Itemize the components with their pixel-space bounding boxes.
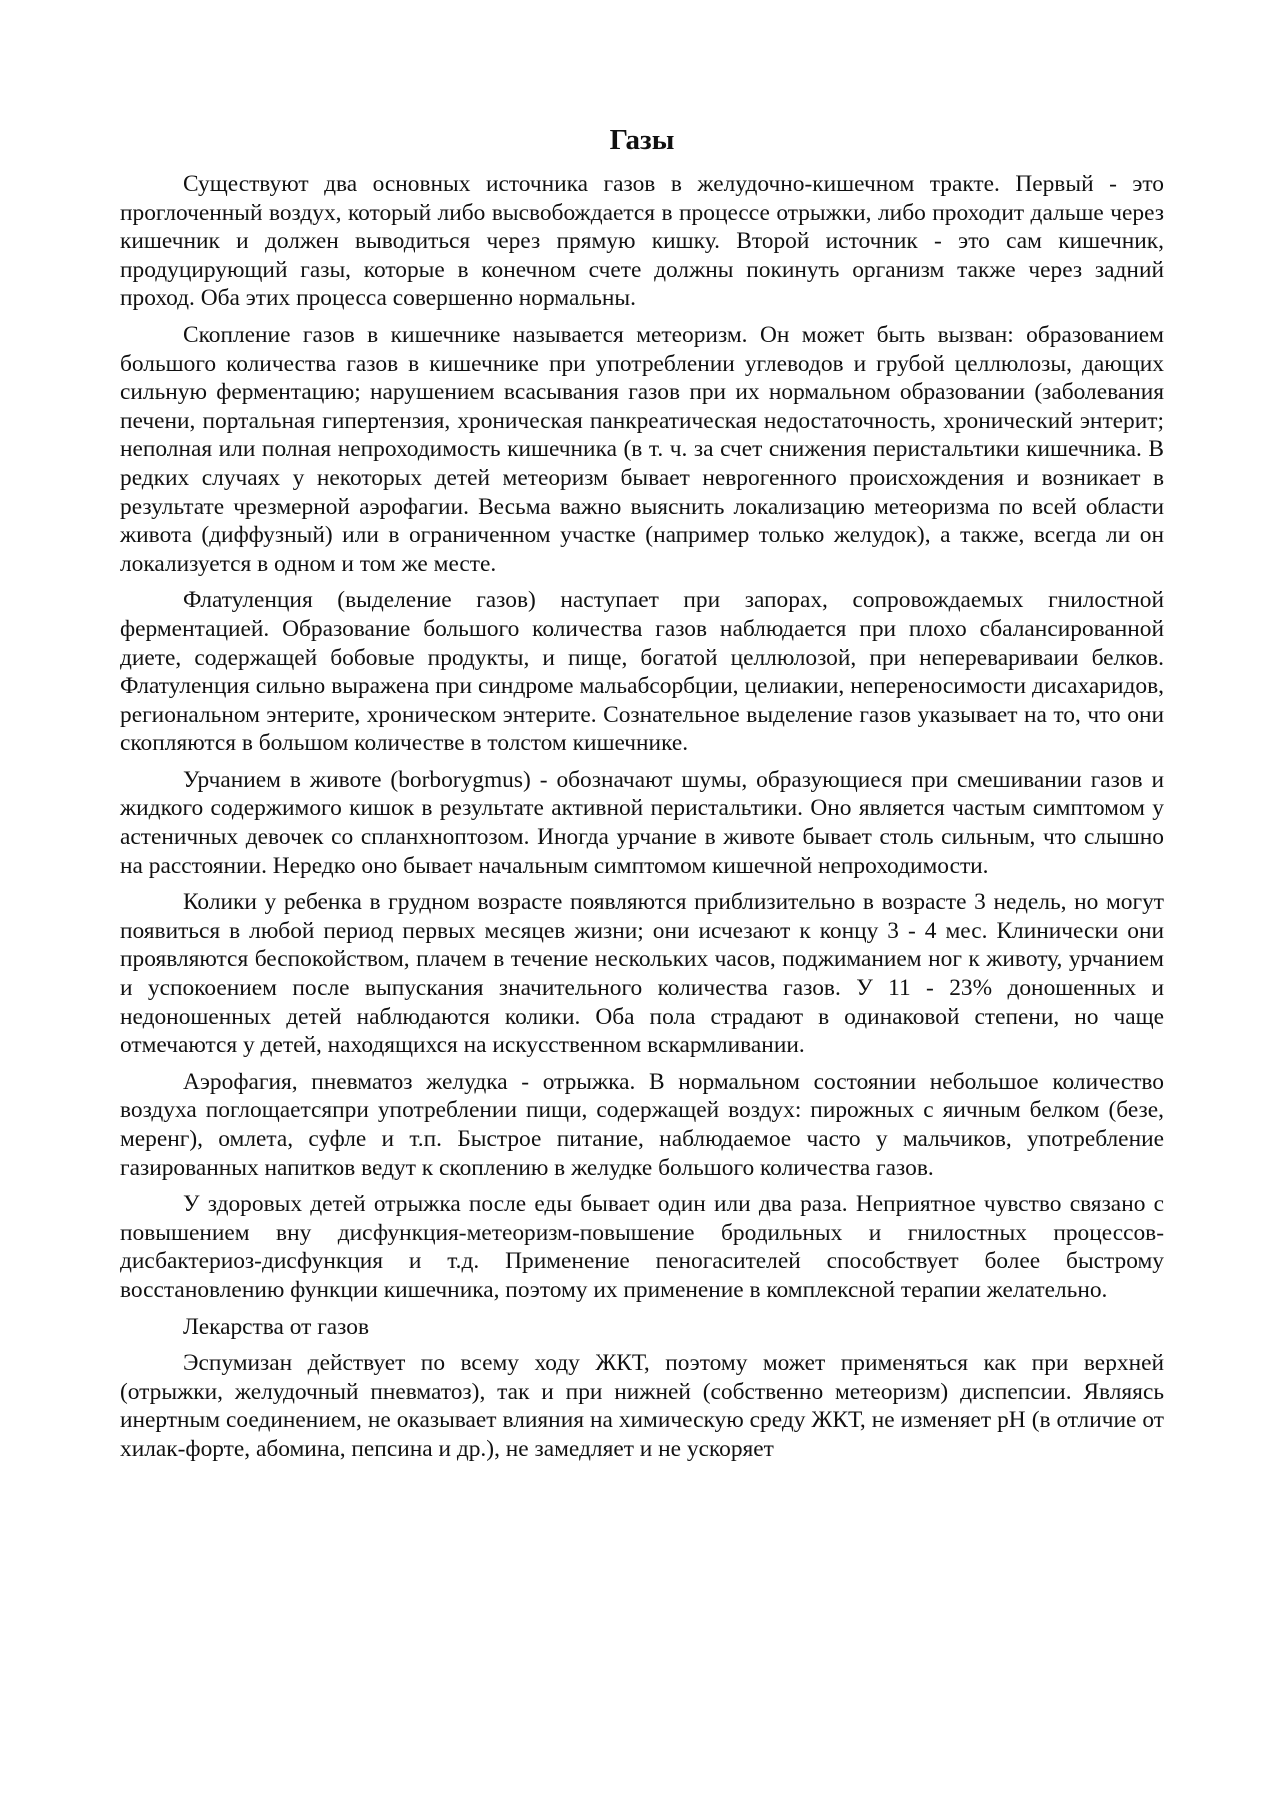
document-title: Газы	[609, 124, 675, 156]
document-page	[120, 120, 1164, 1472]
paragraph-flatulence: Флатуленция (выделение газов) наступает при запорах, сопровождаемых гнилостной ферментацией. Образование большого количества газов наблюдается при плохо сбалансированной диете, содержащей бобовые продукты, и пище, богатой целлюлозой, при неперевариваии белков. Флатуленция сильно выражена при синдроме мальабсорбции, целиакии, непереносимости дисахаридов, региональном энтерите, хроническом энтерите. Сознательное выделение газов указывает на то, что они скопляются в большом количестве в толстом кишечнике.	[120, 587, 1164, 757]
paragraph-espumisan: Эспумизан действует по всему ходу ЖКТ, поэтому может применяться как при верхней (отрыжки, желудочный пневматоз), так и при нижней (собственно метеоризм) диспепсии. Являясь инертным соединением, не оказывает влияния на химическую среду ЖКТ, не изменяет pH (в отличие от хилак-форте, абомина, пепсина и др.), не замедляет и не ускоряет	[120, 1350, 1164, 1462]
section-heading-remedies: Лекарства от газов	[183, 1313, 370, 1340]
paragraph-meteorism: Скопление газов в кишечнике называется метеоризм. Он может быть вызван: образованием большого количества газов в кишечнике при употреблении углеводов и грубой целлюлозы, дающих сильную ферментацию; нарушением всасывания газов при их нормальном образовании (заболевания печени, портальная гипертензия, хроническая панкреатическая недостаточность, хронический энтерит; неполная или полная непроходимость кишечника (в т. ч. за счет снижения перистальтики кишечника. В редких случаях у некоторых детей метеоризм бывает неврогенного происхождения и возникает в результате чрезмерной аэрофагии. Весьма важно выяснить локализацию метеоризма по всей области живота (диффузный) или в ограниченном участке (например только желудок), а также, всегда ли он локализуется в одном и том же месте.	[120, 321, 1164, 577]
paragraph-borborygmus: Урчанием в животе (borborygmus) - обозначают шумы, образующиеся при смешивании газов и жидкого содержимого кишок в результате активной перистальтики. Оно является частым симптомом у астеничных девочек со спланхноптозом. Иногда урчание в животе бывает столь сильным, что слышно на расстоянии. Нередко оно бывает начальным симптомом кишечной непроходимости.	[120, 766, 1164, 879]
paragraph-infant-colic: Колики у ребенка в грудном возрасте появляются приблизительно в возрасте 3 недель, но могут появиться в любой период первых месяцев жизни; они исчезают к концу 3 - 4 мес. Клинически они проявляются беспокойством, плачем в течение нескольких часов, поджиманием ног к животу, урчанием и успокоением после выпускания значительного количества газов. У 11 - 23% доношенных и недоношенных детей наблюдаются колики. Оба пола страдают в одинаковой степени, но чаще отмечаются у детей, находящихся на искусственном вскармливании.	[120, 889, 1164, 1059]
paragraph-gas-sources: Существуют два основных источника газов в желудочно-кишечном тракте. Первый - это проглоченный воздух, который либо высвобождается в процессе отрыжки, либо проходит дальше через кишечник и должен выводиться через прямую кишку. Второй источник - это сам кишечник, продуцирующий газы, которые в конечном счете должны покинуть организм также через задний проход. Оба этих процесса совершенно нормальны.	[120, 171, 1164, 312]
paragraph-aerophagia: Аэрофагия, пневматоз желудка - отрыжка. В нормальном состоянии небольшое количество воздуха поглощаетсяпри употреблении пищи, содержащей воздух: пирожных с яичным белком (безе, меренг), омлета, суфле и т.п. Быстрое питание, наблюдаемое часто у мальчиков, употребление газированных напитков ведут к скоплению в желудке большого количества газов.	[120, 1068, 1164, 1181]
paragraph-belching: У здоровых детей отрыжка после еды бывает один или два раза. Неприятное чувство связано с повышением вну дисфункция-метеоризм-повышение бродильных и гнилостных процессов-дисбактериоз-дисфункция и т.д. Применение пеногасителей способствует более быстрому восстановлению функции кишечника, поэтому их применение в комплексной терапии желательно.	[120, 1191, 1164, 1303]
